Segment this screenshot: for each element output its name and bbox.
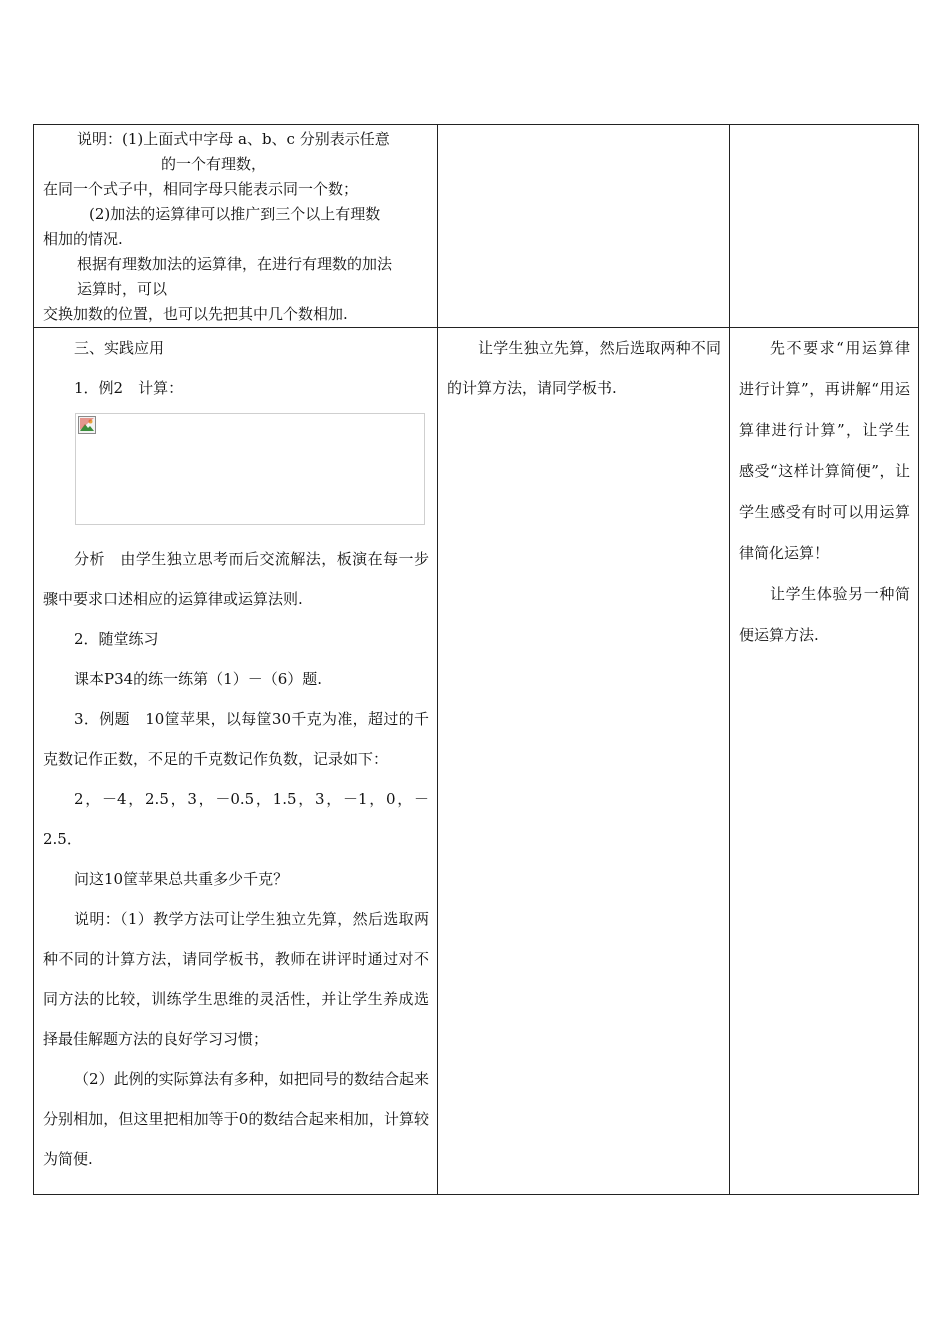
example-2-label: 1．例2 计算： (74, 379, 184, 397)
broken-image-icon (78, 416, 96, 434)
design-intent-1: 先不要求“用运算律进行计算”，再讲解“用运算律进行计算”，让学生感受“这样计算简便”，让学生感受有时可以用运算律简化运算！ (739, 339, 910, 562)
cell-teaching-content (34, 328, 438, 1195)
practice-label: 2．随堂练习 (74, 630, 159, 648)
note-line-8: 交换加数的位置，也可以先把其中几个数相加. (43, 305, 348, 323)
note-line-5: 相加的情况. (43, 230, 123, 248)
question-text: 问这10筐苹果总共重多少千克？ (74, 870, 289, 888)
note-line-3: 在同一个式子中，相同字母只能表示同一个数； (43, 180, 359, 198)
note-line-6: 根据有理数加法的运算律，在进行有理数的加法 (77, 255, 393, 273)
table-row-notes (34, 125, 919, 328)
note-line-1: 说明：(1)上面式中字母 a、b、c 分别表示任意 (77, 130, 390, 148)
note-line-7: 运算时，可以 (77, 280, 168, 298)
cell-empty-3 (730, 125, 919, 328)
note-1: 说明：（1）教学方法可让学生独立先算，然后选取两种不同的计算方法，请同学板书，教师在讲评时通过对不同方法的比较，训练学生思维的灵活性，并让学生养成选择最佳解题方法的良好学习习惯； (43, 910, 429, 1048)
data-line: 2，－4，2.5，3，－0.5，1.5，3，－1，0，－2.5． (43, 790, 429, 848)
cell-notes (34, 125, 438, 328)
lesson-plan-table (33, 124, 919, 1195)
note-line-4: (2)加法的运算律可以推广到三个以上有理数 (89, 205, 381, 223)
cell-design-intent (730, 328, 919, 1195)
design-intent-2: 让学生体验另一种简便运算方法. (739, 585, 910, 644)
cell-empty-2 (438, 125, 730, 328)
example-3-text: 3．例题 10筐苹果，以每筐30千克为准，超过的千克数记作正数，不足的千克数记作负数，记录如下： (43, 710, 429, 768)
cell-student-activity (438, 328, 730, 1195)
formula-image-placeholder (75, 413, 425, 525)
section-heading: 三、实践应用 (74, 339, 165, 357)
practice-text: 课本P34的练一练第（1）－（6）题. (74, 670, 323, 688)
table-row-practice (34, 328, 919, 1195)
note-line-2: 的一个有理数， (161, 155, 267, 173)
note-2: （2）此例的实际算法有多种，如把同号的数结合起来分别相加，但这里把相加等于0的数结合起来相加，计算较为简便. (43, 1070, 429, 1168)
student-activity-text: 让学生独立先算，然后选取两种不同的计算方法，请同学板书. (447, 339, 721, 397)
analysis-text: 分析 由学生独立思考而后交流解法，板演在每一步骤中要求口述相应的运算律或运算法则. (43, 550, 429, 608)
